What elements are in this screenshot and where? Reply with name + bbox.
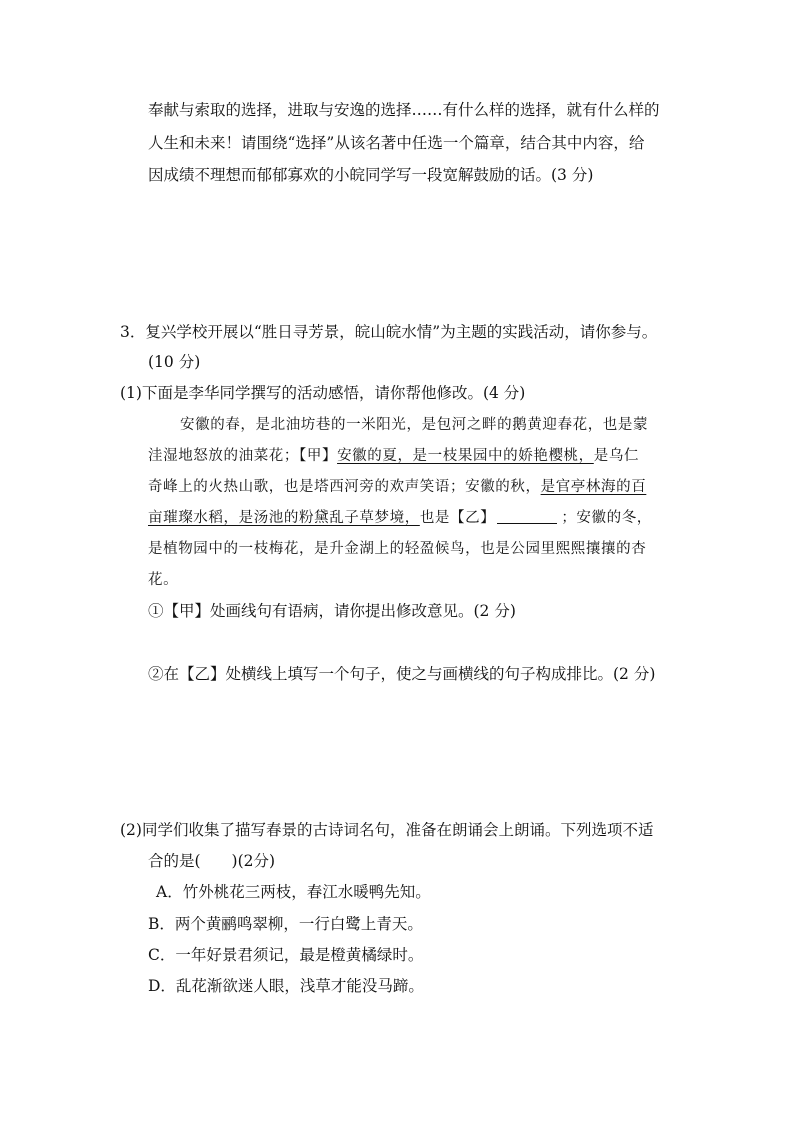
passage-text: 洼湿地怒放的油菜花； [148, 448, 299, 464]
part-2-stem-cont: 合的是( )(2分) [148, 852, 276, 870]
passage-line-3 [148, 476, 646, 498]
sub-question-2: ②在【乙】处横线上填写一个句子，使之与画横线的句子构成排比。(2 分) [148, 665, 656, 683]
sub-question-1: ①【甲】处画线句有语病，请你提出修改意见。(2 分) [148, 602, 516, 620]
question-3-score: (10 分) [148, 353, 201, 371]
option-a[interactable]: A．竹外桃花三两枝，春江水暖鸭先知。 [156, 883, 431, 901]
passage-text: ；安徽的冬， [561, 510, 652, 526]
underlined-sentence-autumn: 是官亭林海的百 [540, 479, 647, 495]
passage-text: 是乌仁 [593, 448, 640, 464]
passage-line-4 [148, 507, 652, 529]
underlined-sentence-autumn-cont: 亩璀璨水稻，是汤池的粉黛乱子草梦境， [148, 510, 420, 526]
intro-line-3: 因成绩不理想而郁郁寡欢的小皖同学写一段宽解鼓励的话。(3 分) [148, 166, 594, 184]
intro-line-2: 人生和未来！请围绕“选择”从该名著中任选一个篇章，结合其中内容，给 [148, 134, 645, 152]
passage-line-6: 花。 [148, 572, 179, 588]
intro-line-1: 奉献与索取的选择，进取与安逸的选择……有什么样的选择，就有什么样的 [148, 101, 660, 119]
part-1-header: (1)下面是李华同学撰写的活动感悟，请你帮他修改。(4 分) [120, 384, 526, 402]
marker-yi: 也是【乙】 [419, 510, 496, 526]
passage-line-5: 是植物园中的一枝梅花，是升金湖上的轻盈候鸟，也是公园里熙熙攘攘的杏 [148, 541, 647, 557]
marker-jia: 【甲】 [299, 448, 338, 464]
part-2-stem: (2)同学们收集了描写春景的古诗词名句，准备在朗诵会上朗诵。下列选项不适 [120, 821, 654, 839]
blank-line-yi[interactable] [497, 507, 557, 524]
option-c[interactable]: C．一年好景君须记，最是橙黄橘绿时。 [148, 946, 424, 964]
question-3-stem: 3．复兴学校开展以“胜日寻芳景，皖山皖水情”为主题的实践活动，请你参与。 [120, 323, 658, 341]
underlined-sentence-jia: 安徽的夏，是一枝果园中的娇艳樱桃， [337, 448, 594, 464]
passage-line-2 [148, 445, 639, 467]
option-b[interactable]: B．两个黄鹂鸣翠柳，一行白鹭上青天。 [148, 915, 423, 933]
option-d[interactable]: D．乱花渐欲迷人眼，浅草才能没马蹄。 [148, 977, 424, 995]
passage-text: 奇峰上的火热山歌，也是塔西河旁的欢声笑语；安徽的秋， [148, 479, 541, 495]
passage-line-1: 安徽的春，是北油坊巷的一米阳光，是包河之畔的鹅黄迎春花，也是蒙 [180, 417, 649, 433]
